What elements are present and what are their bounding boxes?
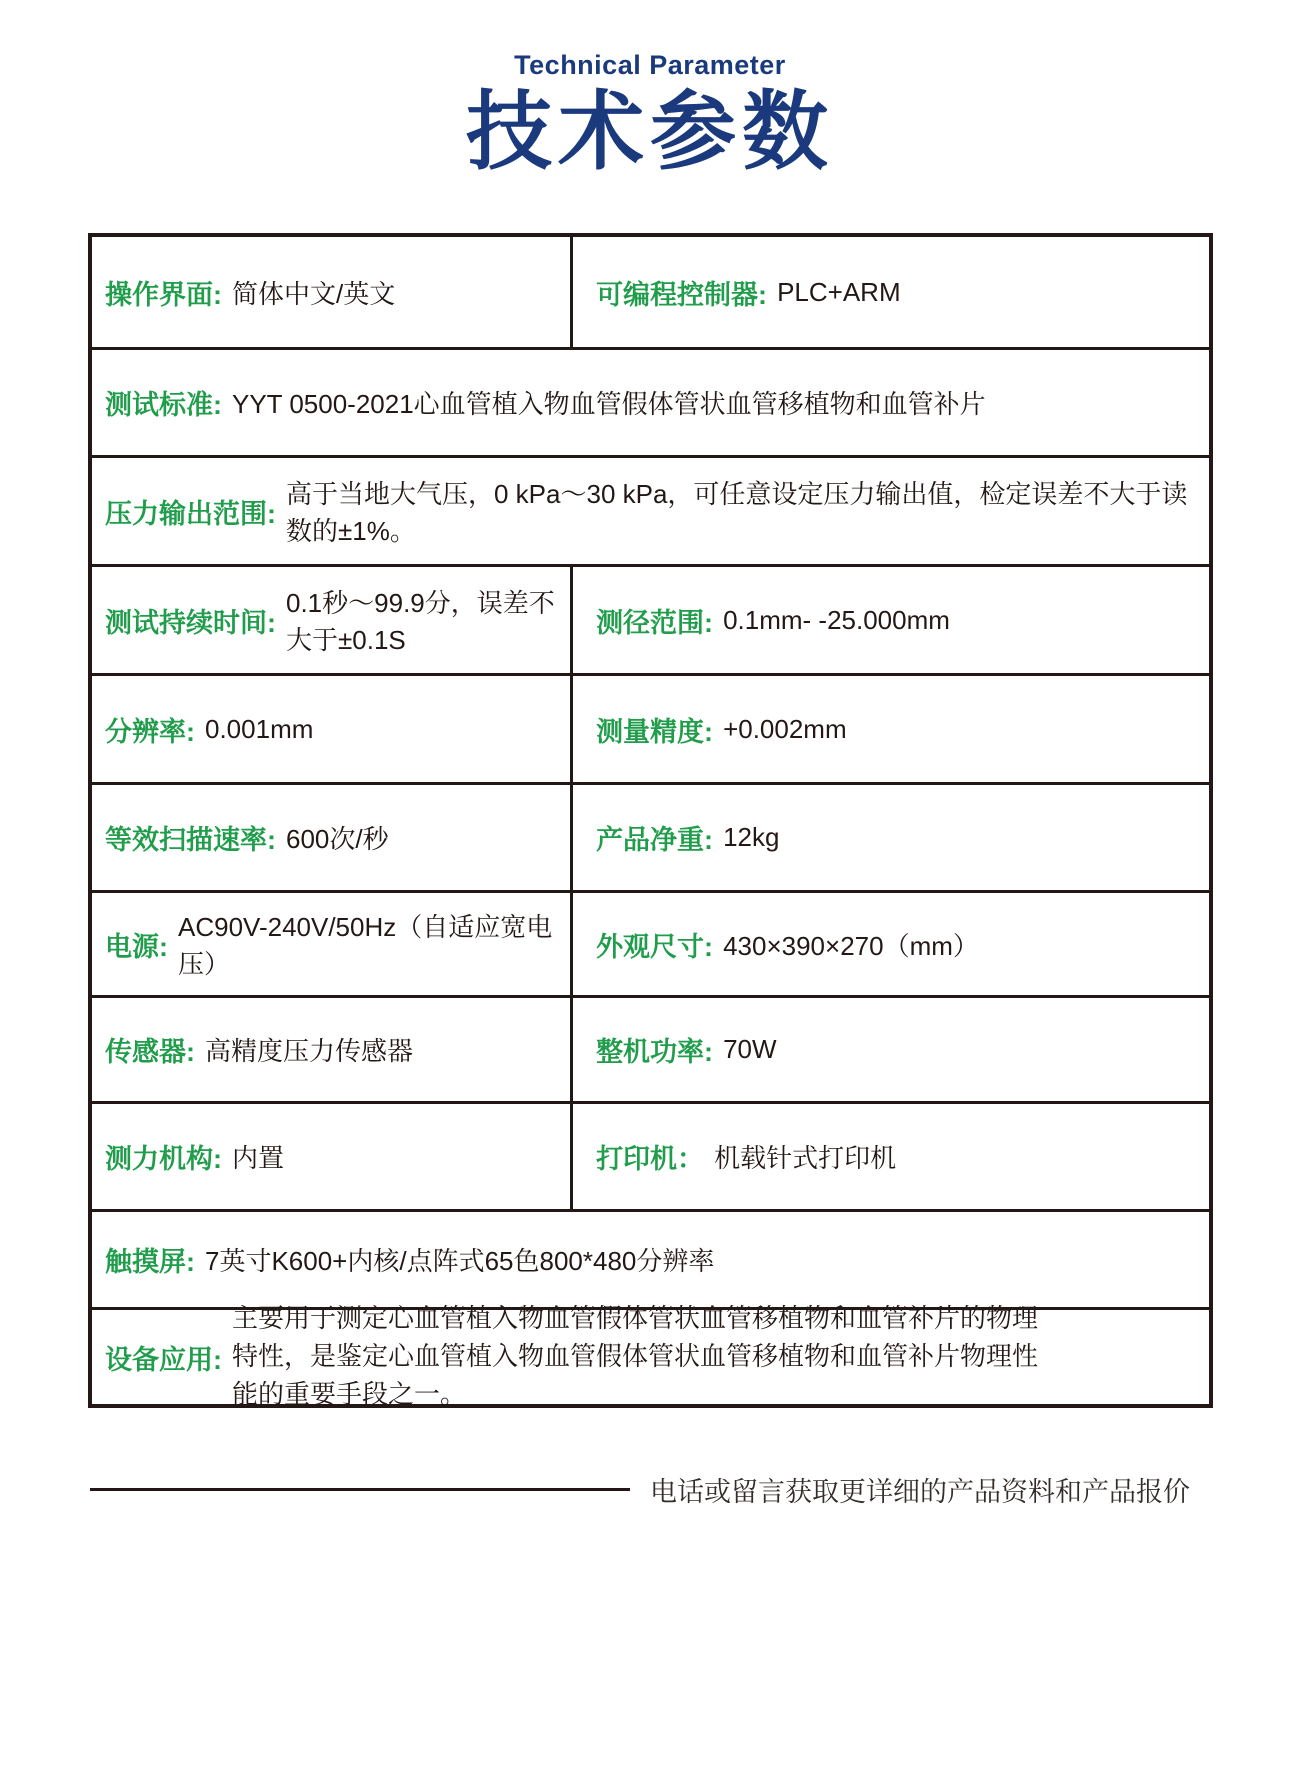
- table-row-test-standard: [92, 347, 1209, 455]
- spec-label: 电源:: [105, 931, 168, 962]
- spec-label: 分辨率:: [105, 716, 195, 747]
- spec-label: 可编程控制器:: [596, 279, 768, 310]
- spec-cell-equipment-application: [92, 1303, 1209, 1409]
- spec-label: 设备应用:: [105, 1344, 222, 1375]
- spec-cell-sensor: [92, 998, 570, 1101]
- table-row-sensor: [92, 995, 1209, 1101]
- spec-value: 0.001mm: [205, 713, 314, 744]
- spec-cell-diameter-range: [570, 567, 1209, 673]
- spec-cell-programmable-controller: [570, 237, 1209, 347]
- spec-label: 整机功率:: [596, 1037, 714, 1067]
- spec-label: 等效扫描速率:: [105, 825, 276, 855]
- table-row-pressure-output-range: [92, 455, 1209, 564]
- spec-cell-force-mechanism: [92, 1104, 570, 1209]
- spec-value: +0.002mm: [723, 713, 847, 744]
- spec-label: 测试持续时间:: [105, 607, 276, 638]
- spec-label: 传感器:: [105, 1037, 195, 1067]
- spec-cell-net-weight: [570, 785, 1209, 890]
- footer: [90, 1470, 1190, 1509]
- spec-cell-dimensions: [570, 893, 1209, 995]
- spec-cell-total-power: [570, 998, 1209, 1101]
- spec-label: 测试标准:: [105, 390, 222, 420]
- spec-cell-operating-interface: [92, 237, 570, 347]
- spec-label: 测量精度:: [596, 716, 714, 747]
- spec-value: 高精度压力传感器: [205, 1036, 414, 1066]
- spec-label: 产品净重:: [596, 825, 714, 855]
- spec-label: 触摸屏:: [105, 1247, 195, 1277]
- spec-cell-scan-rate: [92, 785, 570, 890]
- spec-value: 0.1mm- -25.000mm: [723, 604, 950, 635]
- spec-value: PLC+ARM: [777, 276, 901, 307]
- table-row-force-mechanism: [92, 1101, 1209, 1209]
- spec-value: 高于当地大气压，0 kPa～30 kPa，可任意设定压力输出值，检定误差不大于读数的±1%。: [286, 479, 1188, 546]
- table-row-resolution: [92, 673, 1209, 782]
- spec-cell-test-standard: [92, 350, 1209, 455]
- spec-label: 压力输出范围:: [105, 498, 276, 529]
- spec-cell-resolution: [92, 676, 570, 782]
- page-header: [0, 0, 1300, 180]
- table-row-touch-screen: [92, 1209, 1209, 1307]
- footer-note: 电话或留言获取更详细的产品资料和产品报价: [650, 1477, 1190, 1507]
- spec-label: 打印机：: [596, 1144, 705, 1174]
- spec-value: YYT 0500-2021心血管植入物血管假体管状血管移植物和血管补片: [232, 389, 986, 419]
- table-row-power-supply: [92, 890, 1209, 995]
- spec-cell-touch-screen: [92, 1212, 1209, 1307]
- spec-value: 430×390×270（mm）: [723, 930, 979, 961]
- spec-value: 内置: [232, 1143, 285, 1173]
- subtitle-en: Technical Parameter: [514, 50, 786, 80]
- table-row-scan-rate: [92, 782, 1209, 890]
- spec-cell-measurement-accuracy: [570, 676, 1209, 782]
- spec-cell-pressure-output-range: [92, 458, 1209, 564]
- spec-value: 600次/秒: [286, 824, 389, 854]
- spec-value: 机载针式打印机: [714, 1143, 897, 1173]
- divider-line: [90, 1488, 630, 1491]
- spec-label: 外观尺寸:: [596, 931, 714, 962]
- spec-value: 7英寸K600+内核/点阵式65色800*480分辨率: [205, 1246, 715, 1276]
- table-row-test-duration: [92, 564, 1209, 673]
- spec-label: 操作界面:: [105, 279, 222, 310]
- spec-value: AC90V-240V/50Hz（自适应宽电压）: [178, 912, 553, 979]
- spec-label: 测径范围:: [596, 607, 714, 638]
- table-row-operating-interface: [92, 237, 1209, 347]
- page-title: 技术参数: [466, 84, 834, 180]
- table-row-equipment-application: [92, 1303, 1209, 1409]
- spec-value: 主要用于测定心血管植入物血管假体管状血管移植物和血管补片的物理特性，是鉴定心血管植入物血管假体管状血管移植物和血管补片物理性能的重要手段之一。: [232, 1303, 1039, 1409]
- spec-value: 12kg: [723, 822, 780, 852]
- spec-table: [88, 233, 1213, 1408]
- spec-value: 70W: [723, 1034, 777, 1064]
- spec-cell-printer: [570, 1104, 1209, 1209]
- spec-cell-test-duration: [92, 567, 570, 673]
- spec-cell-power-supply: [92, 893, 570, 995]
- spec-label: 测力机构:: [105, 1144, 222, 1174]
- spec-value: 简体中文/英文: [232, 278, 396, 309]
- spec-value: 0.1秒～99.9分，误差不大于±0.1S: [286, 588, 555, 655]
